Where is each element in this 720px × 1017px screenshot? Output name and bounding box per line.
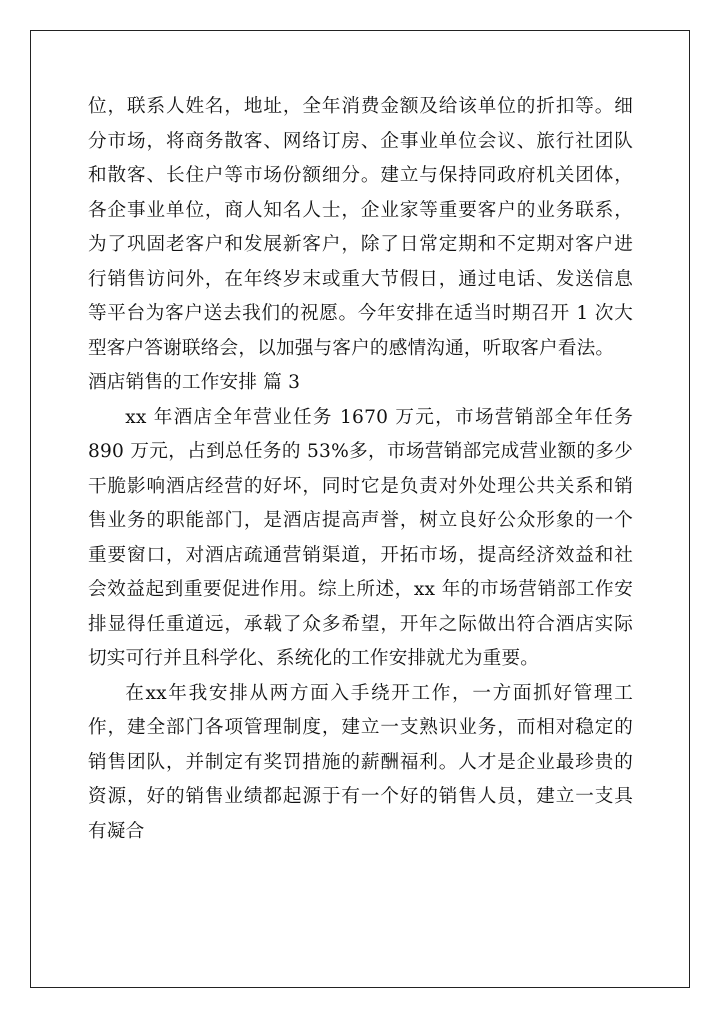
document-body <box>88 90 633 849</box>
paragraph-continuation: 位，联系人姓名，地址，全年消费金额及给该单位的折扣等。细分市场，将商务散客、网络订房、企事业单位会议、旅行社团队和散客、长住户等市场份额细分。建立与保持同政府机关团体，各企事业单位，商人知名人士，企业家等重要客户的业务联系，为了巩固老客户和发展新客户，除了日常定期和不定期对客户进行销售访问外，在年终岁末或重大节假日，通过电话、发送信息等平台为客户送去我们的祝愿。今年安排在适当时期召开 1 次大型客户答谢联络会，以加强与客户的感情沟通，听取客户看法。 <box>88 96 633 359</box>
paragraph-annual-tasks: xx 年酒店全年营业任务 1670 万元，市场营销部全年任务 890 万元，占到总任务的 53%多，市场营销部完成营业额的多少干脆影响酒店经营的好坏，同时它是负责对外处理公共关系和销售业务的职能部门，是酒店提高声誉，树立良好公众形象的一个重要窗口，对酒店疏通营销渠道，开拓市场，提高经济效益和社会效益起到重要促进作用。综上所述，xx 年的市场营销部工作安排显得任重道远，承载了众多希望，开年之际做出符合酒店实际切实可行并且科学化、系统化的工作安排就尤为重要。 <box>88 406 633 669</box>
section-heading: 酒店销售的工作安排 篇 3 <box>88 372 301 393</box>
paragraph-work-plan: 在xx年我安排从两方面入手绕开工作，一方面抓好管理工作，建全部门各项管理制度，建立一支熟识业务，而相对稳定的销售团队，并制定有奖罚措施的薪酬福利。人才是企业最珍贵的资源，好的销售业绩都起源于有一个好的销售人员，建立一支具有凝合 <box>88 682 633 842</box>
